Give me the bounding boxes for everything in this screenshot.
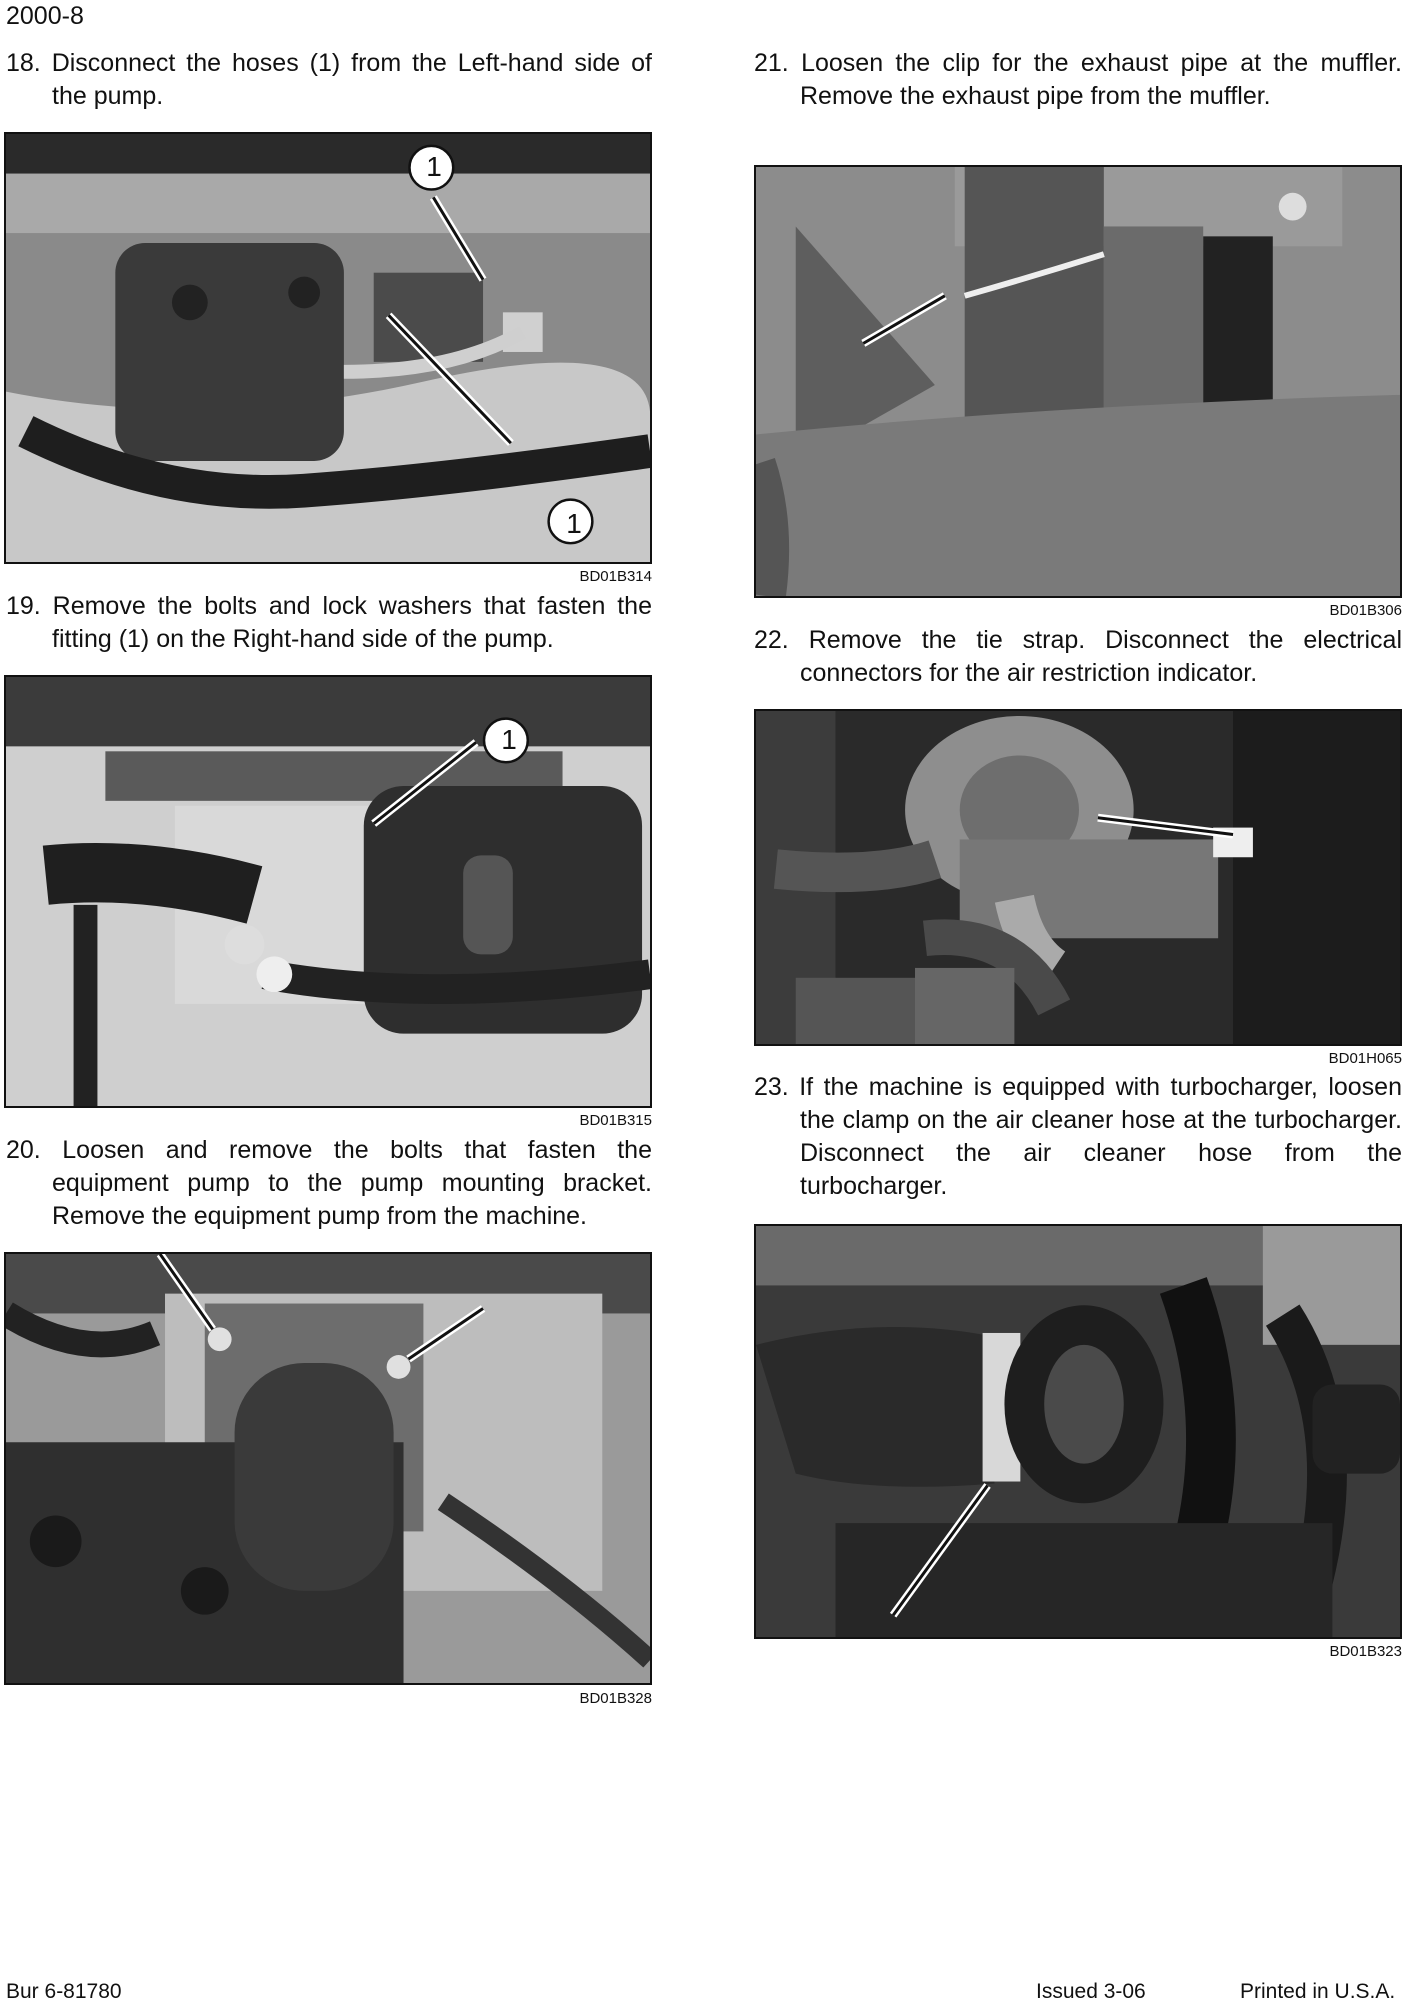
- callout-1: 1: [501, 724, 517, 755]
- step-text: Remove the tie strap. Disconnect the electrical connectors for the air restriction indicator.: [800, 626, 1403, 687]
- step-text: Loosen and remove the bolts that fasten the equipment pump to the pump mounting bracket. Remove the equipment pump from the machine.: [52, 1136, 652, 1230]
- step-number: 23.: [754, 1073, 789, 1101]
- footer-printed: Printed in U.S.A.: [1240, 1980, 1396, 2003]
- step-number: 20.: [6, 1136, 41, 1164]
- step-20: [6, 1134, 652, 1233]
- step-21: [754, 47, 1402, 113]
- photo-turbocharger-hose: [754, 1224, 1402, 1639]
- photo-exhaust-pipe-clip: [754, 165, 1402, 598]
- step-text: If the machine is equipped with turbocharger, loosen the clamp on the air cleaner hose at the turbocharger. Disconnect the air cleaner hose from the turbocharger.: [799, 1073, 1402, 1200]
- photo-pump-right-fitting: [4, 675, 652, 1108]
- figure-code: BD01B306: [1329, 602, 1402, 619]
- figure-code: BD01B315: [579, 1112, 652, 1129]
- figure-code: BD01H065: [1328, 1050, 1402, 1067]
- step-18: [6, 47, 652, 113]
- callout-1-bottom: 1: [566, 508, 582, 539]
- page-number: 2000-8: [6, 2, 84, 30]
- step-number: 19.: [6, 592, 41, 620]
- step-number: 18.: [6, 49, 41, 77]
- figure-code: BD01B323: [1329, 1643, 1402, 1660]
- footer-doc-ref: Bur 6-81780: [6, 1980, 122, 2003]
- step-19: [6, 590, 652, 656]
- photo-equipment-pump-bolts: [4, 1252, 652, 1685]
- step-number: 22.: [754, 626, 789, 654]
- step-23: [754, 1071, 1402, 1203]
- footer-issued: Issued 3-06: [1036, 1980, 1146, 2003]
- callout-1-top: 1: [426, 151, 442, 182]
- step-text: Remove the bolts and lock washers that fasten the fitting (1) on the Right-hand side of the pump.: [52, 592, 652, 653]
- step-22: [754, 624, 1402, 690]
- step-text: Loosen the clip for the exhaust pipe at the muffler. Remove the exhaust pipe from the muffler.: [800, 49, 1402, 110]
- figure-code: BD01B314: [579, 568, 652, 585]
- figure-code: BD01B328: [579, 1690, 652, 1707]
- photo-air-restriction-indicator: [754, 709, 1402, 1046]
- step-text: Disconnect the hoses (1) from the Left-hand side of the pump.: [51, 49, 652, 110]
- photo-pump-left-hoses: [4, 132, 652, 564]
- step-number: 21.: [754, 49, 789, 77]
